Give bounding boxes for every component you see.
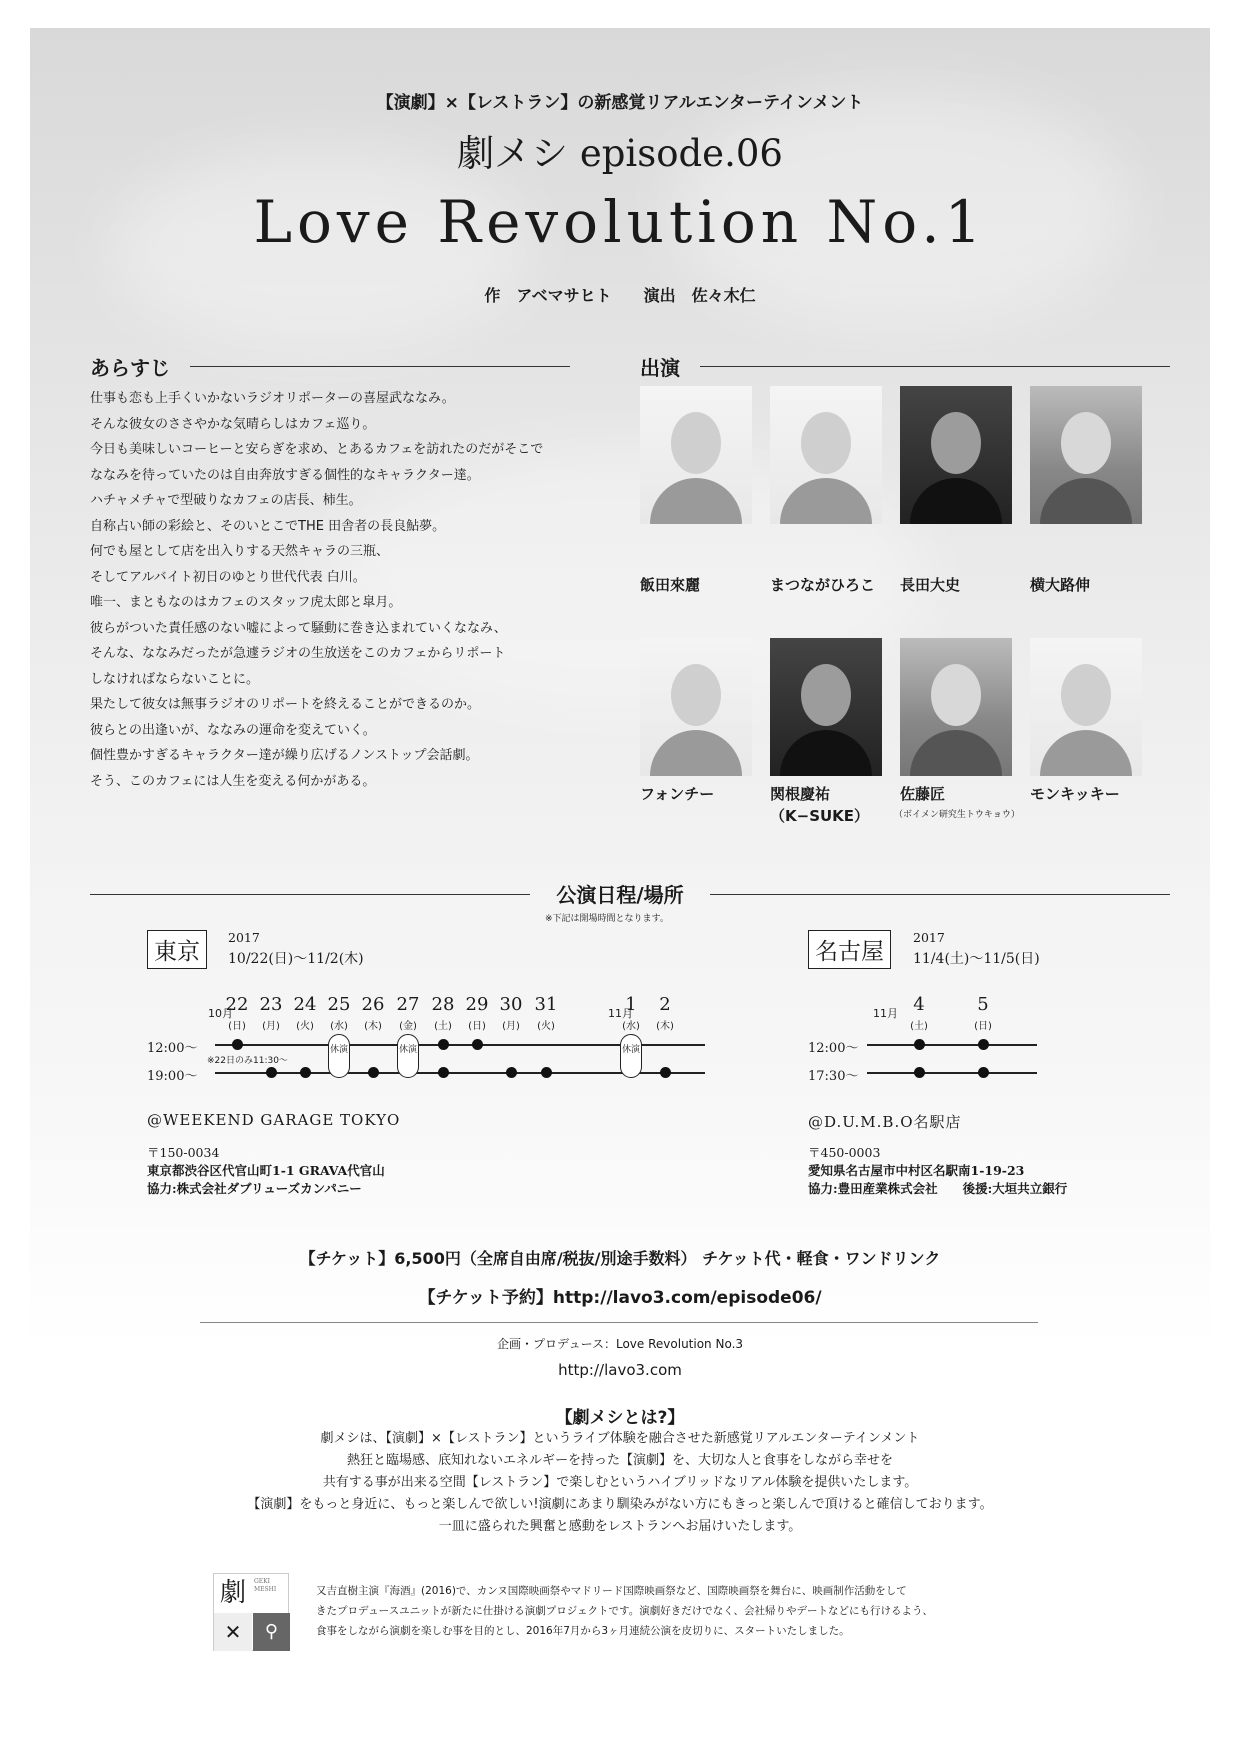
time-label: 19:00〜 (147, 1069, 198, 1084)
page-title: Love Revolution No.1 (253, 188, 987, 256)
day-number: 23 (259, 994, 283, 1015)
day-of-week: (土) (434, 1021, 452, 1032)
show-dot (232, 1039, 243, 1050)
gekimeshi-logo (213, 1573, 289, 1651)
time-label: 12:00〜 (808, 1041, 859, 1056)
synopsis-line: 彼らがついた責任感のない嘘によって騒動に巻き込まれていくななみ、 (90, 620, 507, 636)
footer-line: 又吉直樹主演『海酒』(2016)で、カンヌ国際映画祭やマドリード国際映画祭など、国際映画祭を舞台に、映画制作活動をして (316, 1585, 907, 1597)
show-dot (472, 1039, 483, 1050)
logo-subtext: GEKI MESHI (254, 1578, 277, 1593)
day-of-week: (日) (974, 1021, 992, 1032)
cast-photo (900, 386, 1012, 524)
schedule-note: ※下記は開場時間となります。 (545, 914, 669, 924)
synopsis-line: 果たして彼女は無事ラジオのリポートを終えることができるのか。 (90, 697, 481, 712)
divider (190, 366, 570, 367)
cast-name: フォンチー (640, 785, 715, 803)
about-heading: 【劇メシとは?】 (555, 1408, 685, 1428)
day-number: 28 (431, 994, 455, 1015)
day-of-week: (月) (262, 1021, 280, 1032)
cast-name: モンキッキー (1030, 785, 1120, 803)
show-dot (978, 1039, 989, 1050)
no-show-marker: 休演 (328, 1034, 350, 1078)
cast-note: （K−SUKE） (770, 807, 870, 825)
tokyo-support: 協力:株式会社ダブリューズカンパニー (147, 1181, 362, 1196)
footer-line: きたプロデュースユニットが新たに仕掛ける演劇プロジェクトです。演劇好きだけでなく、会社帰りやデートなどにも行けるよう、 (316, 1605, 933, 1617)
tokyo-venue: @WEEKEND GARAGE TOKYO (147, 1111, 401, 1129)
about-line: 熱狂と臨場感、底知れないエネルギーを持った【演劇】を、大切な人と食事をしながら幸せを (346, 1453, 893, 1468)
day-number: 26 (361, 994, 385, 1015)
synopsis-line: そしてアルバイト初日のゆとり世代代表 白川。 (90, 569, 366, 585)
day-of-week: (水) (622, 1021, 640, 1032)
day-number: 29 (465, 994, 489, 1015)
producer-line: 企画・プロデュース：Love Revolution No.3 (496, 1337, 744, 1351)
day-number: 4 (913, 994, 925, 1015)
synopsis-line: 仕事も恋も上手くいかないラジオリポーターの喜屋武ななみ。 (90, 391, 455, 406)
cast-name: まつながひろこ (770, 576, 876, 594)
synopsis-line: 自称占い師の彩絵と、そのいとこでTHE 田舎者の長良鮎夢。 (90, 518, 446, 534)
day-number: 1 (625, 994, 637, 1015)
synopsis-line: そう、このカフェには人生を変える何かがある。 (90, 773, 376, 789)
footer-line: 食事をしながら演劇を楽しむ事を目的とし、2016年7月から3ヶ月連続公演を皮切りに、スタートいたしました。 (316, 1625, 850, 1637)
synopsis-line: 彼らとの出逢いが、ななみの運命を変えていく。 (90, 722, 376, 738)
tagline: 【演劇】×【レストラン】の新感覚リアルエンターテインメント (376, 93, 864, 113)
day-of-week: (木) (656, 1021, 674, 1032)
day-number: 5 (977, 994, 989, 1015)
cast-heading: 出演 (640, 356, 680, 380)
divider (700, 366, 1170, 367)
cast-name: 関根慶祐 (770, 785, 831, 803)
synopsis-line: そんな、ななみだったが急遽ラジオの生放送をこのカフェからリポート (90, 646, 506, 661)
about-line: 劇メシは、【演劇】×【レストラン】というライブ体験を融合させた新感覚リアルエンターテインメント (320, 1431, 920, 1446)
time-label: 17:30〜 (808, 1069, 859, 1084)
day-of-week: (火) (537, 1021, 555, 1032)
show-dot (300, 1067, 311, 1078)
synopsis-line: しなければならないことに。 (90, 671, 260, 687)
cast-name: 佐藤匠 (900, 785, 946, 803)
day-number: 27 (396, 994, 420, 1015)
divider (90, 894, 530, 895)
show-dot (438, 1067, 449, 1078)
tokyo-address: 東京都渋谷区代官山町1-1 GRAVA代官山 (147, 1163, 385, 1178)
cast-photo (900, 638, 1012, 776)
cast-photo (640, 638, 752, 776)
cast-name: 長田大史 (900, 576, 961, 594)
nagoya-address: 愛知県名古屋市中村区名駅南1-19-23 (808, 1163, 1025, 1178)
synopsis-line: 唯一、まともなのはカフェのスタッフ虎太郎と皐月。 (90, 595, 402, 610)
synopsis-line: ななみを待っていたのは自由奔放すぎる個性的なキャラクター達。 (90, 467, 480, 483)
flyer (30, 28, 1210, 1726)
nagoya-year: 2017 (913, 930, 945, 945)
timeline (867, 1044, 1037, 1046)
fork-knife-icon: ✕ (214, 1613, 252, 1651)
city-label-tokyo: 東京 (147, 930, 207, 969)
day-number: 30 (499, 994, 523, 1015)
no-show-marker: 休演 (620, 1034, 642, 1078)
about-line: 共有する事が出来る空間【レストラン】で楽しむというハイブリッドなリアル体験を提供いたします。 (322, 1475, 918, 1490)
synopsis-line: 今日も美味しいコーヒーと安らぎを求め、とあるカフェを訪れたのだがそこで (90, 442, 544, 457)
time-note: ※22日のみ11:30〜 (207, 1056, 288, 1066)
show-dot (266, 1067, 277, 1078)
divider (200, 1322, 1038, 1323)
day-number: 24 (293, 994, 317, 1015)
cast-note: （ボイメン研究生トウキョウ） (894, 810, 1020, 820)
cast-photo (640, 386, 752, 524)
day-of-week: (金) (399, 1021, 417, 1032)
show-dot (506, 1067, 517, 1078)
day-number: 22 (225, 994, 249, 1015)
tokyo-zip: 〒150-0034 (147, 1145, 220, 1160)
about-line: 【演劇】をもっと身近に、もっと楽しんで欲しい!演劇にあまり馴染みがない方にもきっと楽しんで頂けると確信しております。 (247, 1497, 993, 1512)
ticket-price: 【チケット】6,500円（全席自由席/税抜/別途手数料） チケット代・軽食・ワンドリンク (299, 1249, 941, 1268)
day-number: 31 (534, 994, 558, 1015)
day-of-week: (火) (296, 1021, 314, 1032)
time-label: 12:00〜 (147, 1041, 198, 1056)
cast-photo (1030, 638, 1142, 776)
tokyo-year: 2017 (228, 930, 260, 945)
month-label: 10月 (208, 1007, 233, 1020)
logo-glyph: 劇 (214, 1574, 252, 1612)
credits: 作 アベマサヒト 演出 佐々木仁 (484, 286, 756, 305)
nagoya-zip: 〒450-0003 (808, 1145, 881, 1160)
about-line: 一皿に盛られた興奮と感動をレストランへお届けいたします。 (438, 1519, 802, 1534)
tokyo-range: 10/22(日)〜11/2(木) (228, 951, 364, 967)
synopsis-heading: あらすじ (90, 356, 170, 380)
day-of-week: (木) (364, 1021, 382, 1032)
show-dot (978, 1067, 989, 1078)
month-label: 11月 (608, 1007, 633, 1020)
cast-photo (770, 638, 882, 776)
about-text (30, 1428, 1210, 1538)
divider (710, 894, 1170, 895)
nagoya-support: 協力:豊田産業株式会社 後援:大垣共立銀行 (808, 1181, 1068, 1196)
synopsis-line: 何でも屋として店を出入りする天然キャラの三瓶、 (90, 544, 390, 559)
synopsis-text (90, 386, 543, 794)
synopsis-line: そんな彼女のささやかな気晴らしはカフェ巡り。 (90, 416, 376, 432)
timeline (867, 1072, 1037, 1074)
city-label-nagoya: 名古屋 (808, 930, 891, 969)
day-of-week: (水) (330, 1021, 348, 1032)
day-of-week: (日) (468, 1021, 486, 1032)
day-of-week: (日) (228, 1021, 246, 1032)
show-dot (541, 1067, 552, 1078)
no-show-marker: 休演 (397, 1034, 419, 1078)
ticket-reserve: 【チケット予約】http://lavo3.com/episode06/ (418, 1288, 822, 1308)
show-dot (914, 1039, 925, 1050)
footer-text (316, 1581, 933, 1641)
day-of-week: (土) (910, 1021, 928, 1032)
synopsis-line: ハチャメチャで型破りなカフェの店長、柿生。 (90, 493, 362, 508)
day-number: 25 (327, 994, 351, 1015)
month-label: 11月 (873, 1007, 898, 1020)
series-title: 劇メシ episode.06 (457, 132, 783, 175)
day-of-week: (月) (502, 1021, 520, 1032)
synopsis-line: 個性豊かすぎるキャラクター達が繰り広げるノンストップ会話劇。 (90, 748, 479, 763)
cast-name: 横大路伸 (1030, 576, 1091, 594)
day-number: 2 (659, 994, 671, 1015)
cast-photo (770, 386, 882, 524)
show-dot (368, 1067, 379, 1078)
cast-photo (1030, 386, 1142, 524)
nagoya-range: 11/4(土)〜11/5(日) (913, 951, 1040, 967)
spoon-icon: ⚲ (253, 1613, 290, 1651)
nagoya-venue: @D.U.M.B.O名駅店 (808, 1113, 962, 1131)
cast-name: 飯田來麗 (640, 576, 701, 594)
show-dot (660, 1067, 671, 1078)
schedule-heading: 公演日程/場所 (556, 883, 684, 907)
producer-url[interactable]: http://lavo3.com (558, 1361, 682, 1379)
show-dot (914, 1067, 925, 1078)
show-dot (438, 1039, 449, 1050)
